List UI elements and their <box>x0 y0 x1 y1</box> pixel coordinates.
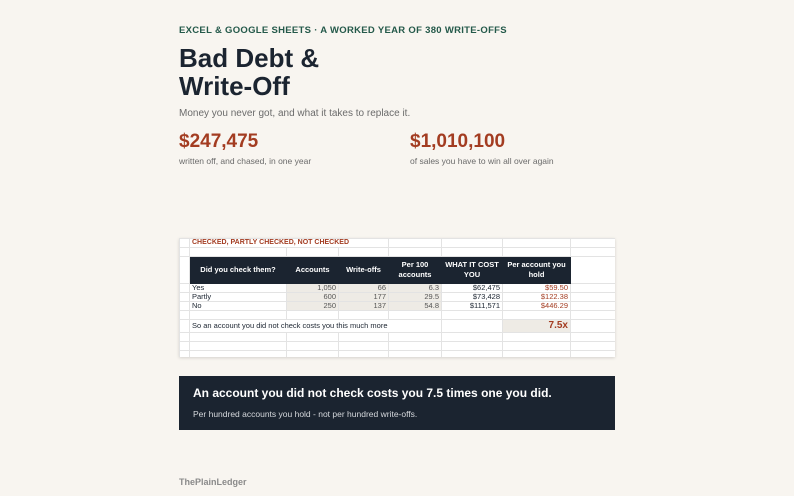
writeoffs-cell[interactable]: 66 <box>339 284 389 293</box>
summary-value[interactable]: 7.5x <box>503 320 571 333</box>
spreadsheet-grid <box>179 238 615 357</box>
cell[interactable] <box>180 342 190 351</box>
stat-caption: of sales you have to win all over again <box>410 156 554 166</box>
column-header[interactable]: Did you check them? <box>190 257 287 284</box>
cell[interactable] <box>180 248 190 257</box>
cell[interactable] <box>571 302 616 311</box>
brand-name: ThePlainLedger <box>179 477 247 487</box>
cell[interactable] <box>190 342 287 351</box>
cell[interactable] <box>190 248 287 257</box>
row-label[interactable]: Partly <box>190 293 287 302</box>
cell[interactable] <box>442 342 503 351</box>
cell[interactable] <box>442 351 503 358</box>
column-header[interactable]: Accounts <box>287 257 339 284</box>
cell[interactable] <box>389 342 442 351</box>
cell[interactable] <box>180 284 190 293</box>
cell[interactable] <box>287 333 339 342</box>
cell[interactable] <box>190 333 287 342</box>
page-title <box>179 44 319 100</box>
cell[interactable] <box>442 311 503 320</box>
summary-row <box>180 320 616 333</box>
cell[interactable] <box>389 351 442 358</box>
cell[interactable] <box>571 248 616 257</box>
column-header[interactable]: Per 100 accounts <box>389 257 442 284</box>
cell[interactable] <box>503 333 571 342</box>
callout-box <box>179 376 615 430</box>
stat-sales-to-win <box>410 131 554 166</box>
cell[interactable] <box>339 342 389 351</box>
cell[interactable] <box>571 333 616 342</box>
cell[interactable] <box>571 342 616 351</box>
per100-cell[interactable]: 54.8 <box>389 302 442 311</box>
cell[interactable] <box>503 248 571 257</box>
cell[interactable] <box>571 351 616 358</box>
cell[interactable] <box>571 320 616 333</box>
cell[interactable] <box>503 342 571 351</box>
column-header[interactable]: Per account you hold <box>503 257 571 284</box>
summary-label[interactable]: So an account you did not check costs you this much more <box>190 320 442 333</box>
per-account-cell[interactable]: $59.50 <box>503 284 571 293</box>
cell[interactable] <box>339 351 389 358</box>
cell[interactable] <box>389 239 442 248</box>
cell[interactable] <box>339 333 389 342</box>
cell[interactable] <box>442 333 503 342</box>
column-header[interactable]: WHAT IT COST YOU <box>442 257 503 284</box>
cell[interactable] <box>571 311 616 320</box>
callout-headline: An account you did not check costs you 7.5 times one you did. <box>193 386 552 400</box>
cell[interactable] <box>389 248 442 257</box>
per100-cell[interactable]: 6.3 <box>389 284 442 293</box>
cost-cell[interactable]: $111,571 <box>442 302 503 311</box>
cell[interactable] <box>571 284 616 293</box>
cell[interactable] <box>190 311 287 320</box>
cell[interactable] <box>389 333 442 342</box>
accounts-cell[interactable]: 1,050 <box>287 284 339 293</box>
stat-value: $1,010,100 <box>410 131 506 152</box>
cell[interactable] <box>571 293 616 302</box>
page-subtitle: Money you never got, and what it takes to replace it. <box>179 108 411 119</box>
stat-caption: written off, and chased, in one year <box>179 156 312 166</box>
writeoffs-cell[interactable]: 137 <box>339 302 389 311</box>
row-label[interactable]: Yes <box>190 284 287 293</box>
cell[interactable] <box>180 333 190 342</box>
cell[interactable] <box>389 311 442 320</box>
cell[interactable] <box>503 311 571 320</box>
cell[interactable] <box>571 257 616 284</box>
cell[interactable] <box>180 293 190 302</box>
accounts-cell[interactable]: 600 <box>287 293 339 302</box>
cell[interactable] <box>339 248 389 257</box>
cell[interactable] <box>503 239 571 248</box>
page-title-line-2: Write-Off <box>179 71 290 101</box>
cell[interactable] <box>571 239 616 248</box>
accounts-cell[interactable]: 250 <box>287 302 339 311</box>
column-header[interactable]: Write-offs <box>339 257 389 284</box>
cell[interactable] <box>339 311 389 320</box>
cell[interactable] <box>180 351 190 358</box>
cell[interactable] <box>442 239 503 248</box>
stat-written-off <box>179 131 311 166</box>
cell[interactable] <box>442 248 503 257</box>
spreadsheet-embed[interactable] <box>179 238 615 357</box>
cell[interactable] <box>180 257 190 284</box>
cell[interactable] <box>287 248 339 257</box>
cell[interactable] <box>180 320 190 333</box>
cell[interactable] <box>287 342 339 351</box>
row-label[interactable]: No <box>190 302 287 311</box>
page-title-line-1: Bad Debt & <box>179 43 320 73</box>
cell[interactable] <box>180 239 190 248</box>
cost-cell[interactable]: $73,428 <box>442 293 503 302</box>
cell[interactable] <box>287 311 339 320</box>
eyebrow-label: EXCEL & GOOGLE SHEETS · A WORKED YEAR OF 380 WRITE-OFFS <box>179 25 507 36</box>
cost-cell[interactable]: $62,475 <box>442 284 503 293</box>
cell[interactable] <box>503 351 571 358</box>
cell[interactable] <box>442 320 503 333</box>
cell[interactable] <box>180 311 190 320</box>
stat-value: $247,475 <box>179 131 259 152</box>
callout-body: Per hundred accounts you hold - not per hundred write-offs. <box>193 409 418 419</box>
per-account-cell[interactable]: $122.38 <box>503 293 571 302</box>
writeoffs-cell[interactable]: 177 <box>339 293 389 302</box>
table-row <box>180 302 616 311</box>
per100-cell[interactable]: 29.5 <box>389 293 442 302</box>
per-account-cell[interactable]: $446.29 <box>503 302 571 311</box>
cell[interactable] <box>287 351 339 358</box>
cell[interactable] <box>190 351 287 358</box>
cell[interactable] <box>180 302 190 311</box>
section-label[interactable]: CHECKED, PARTLY CHECKED, NOT CHECKED <box>190 239 389 248</box>
